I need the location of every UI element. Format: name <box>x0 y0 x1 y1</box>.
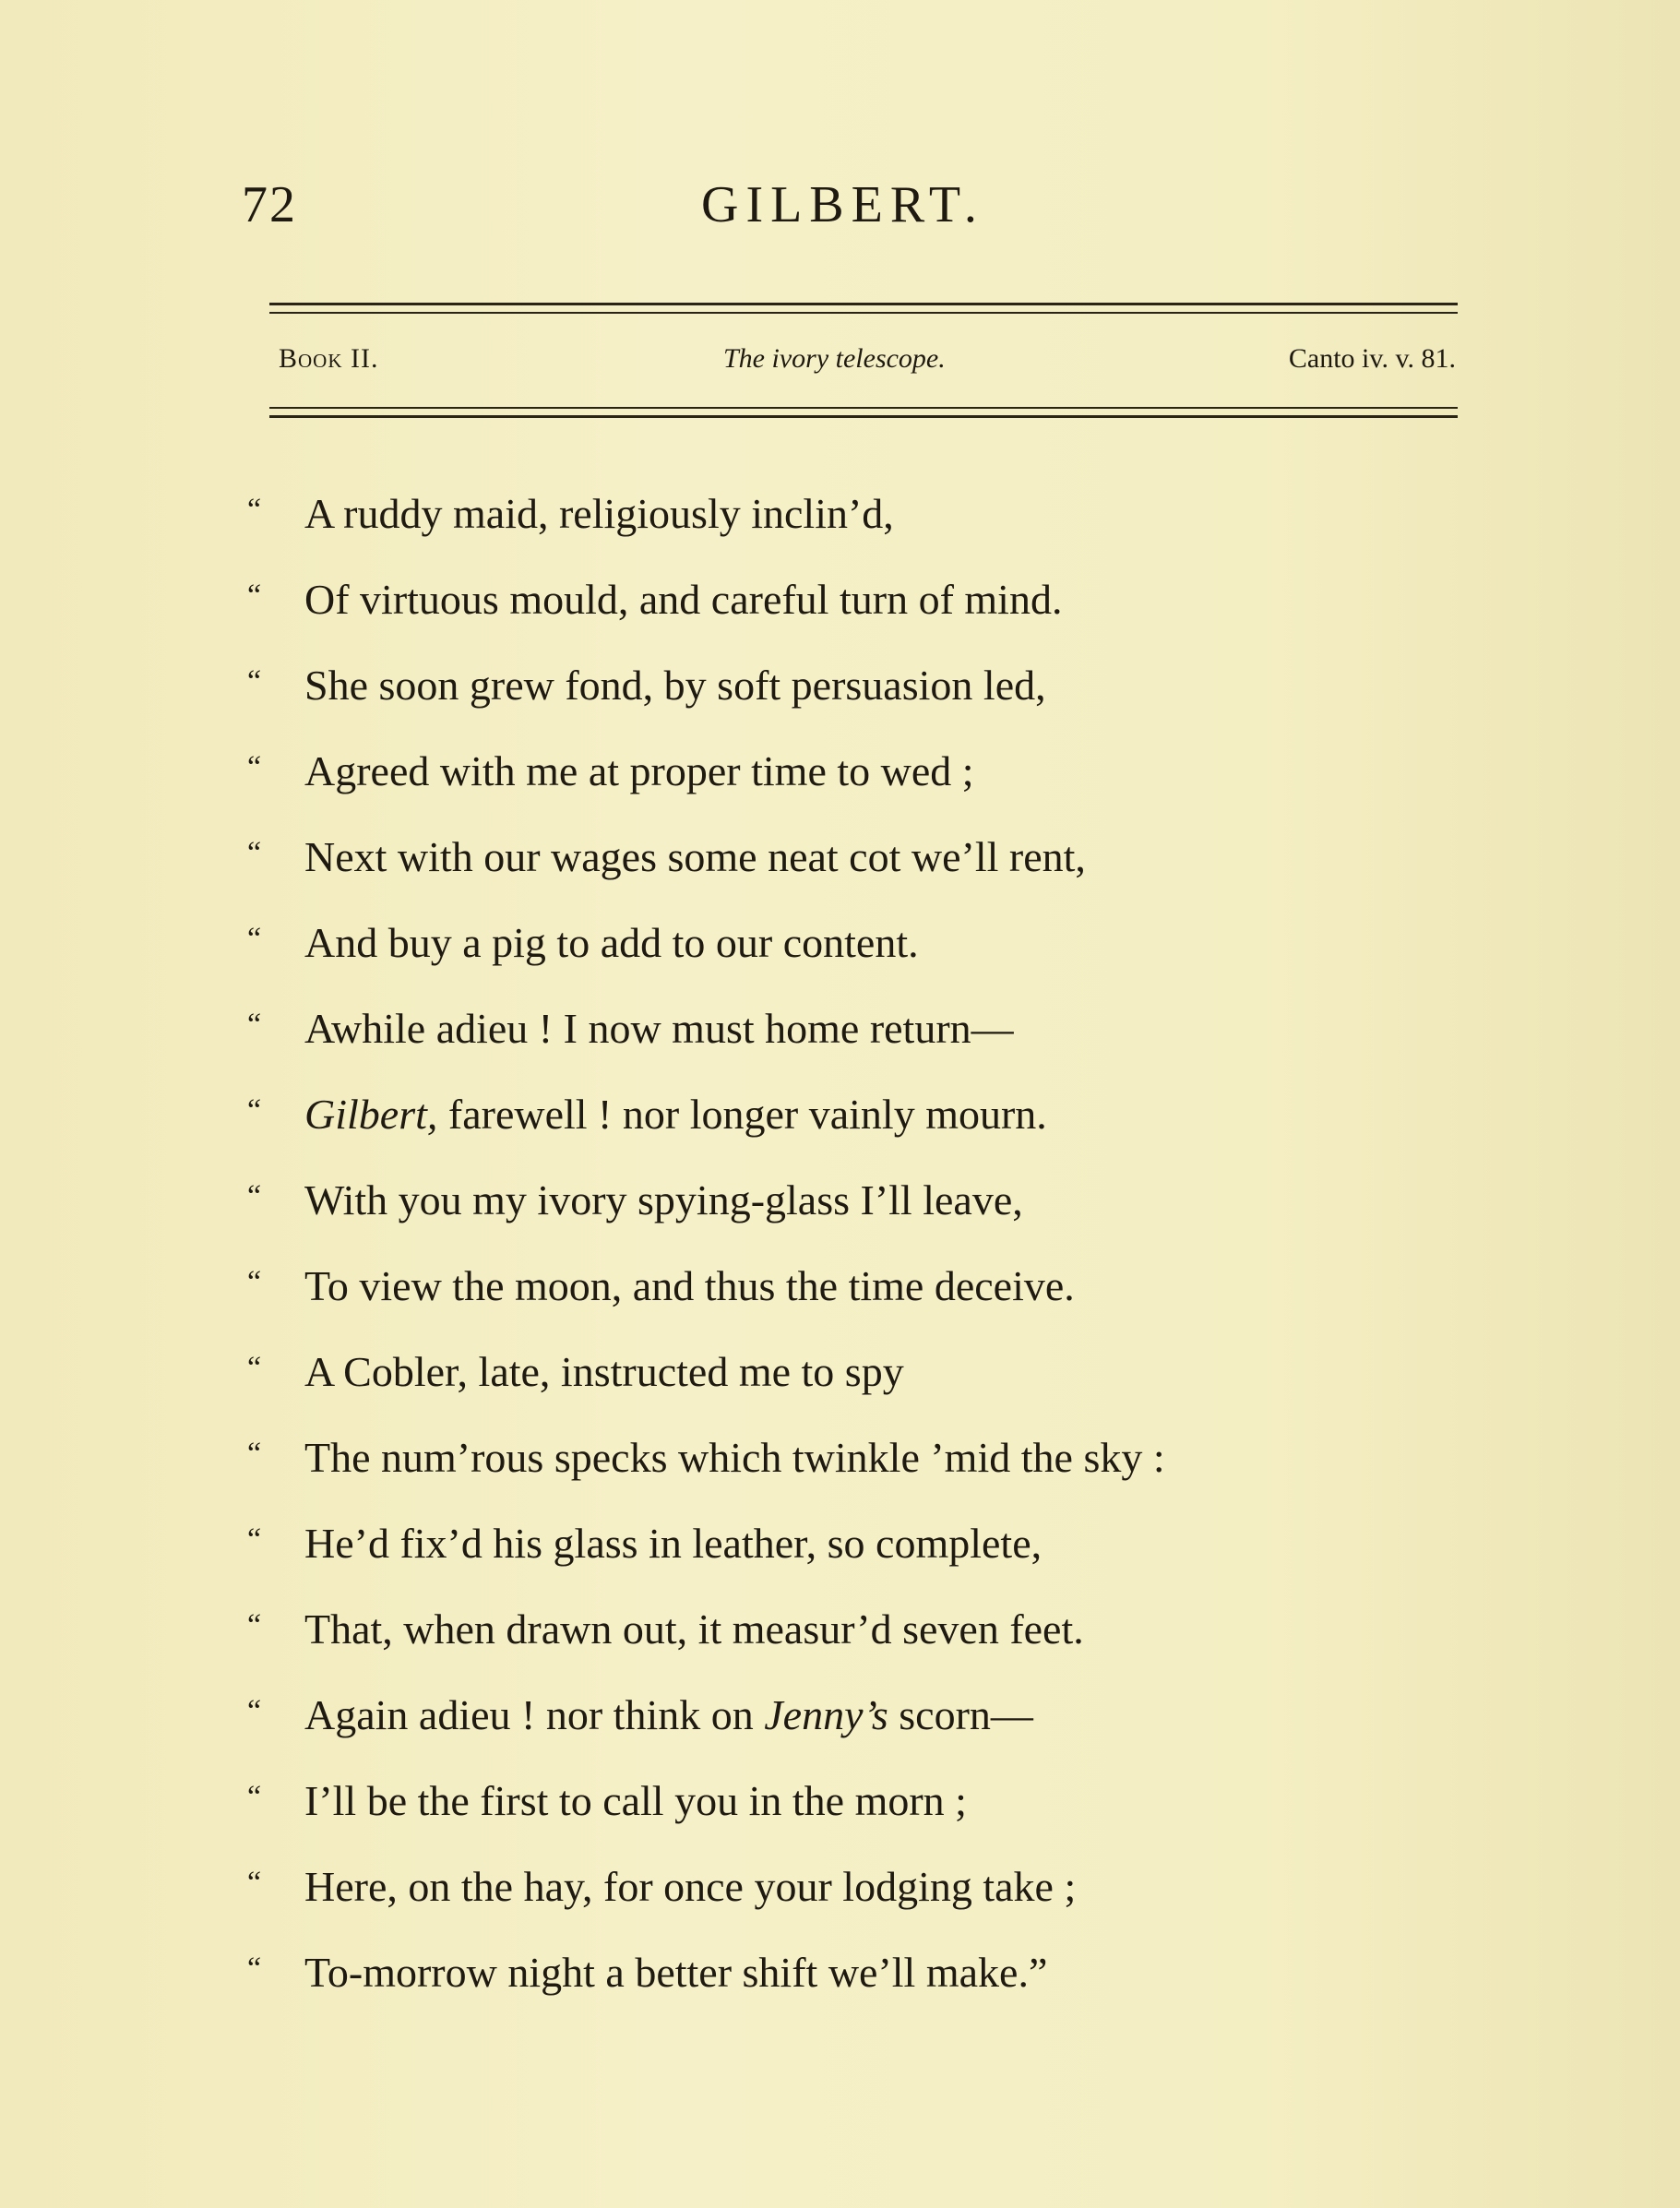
poem-line-text <box>304 1769 967 1833</box>
line-segment: Agreed with me at proper time to wed ; <box>304 747 974 794</box>
canto-label: Canto iv. v. 81. <box>1288 343 1456 374</box>
line-segment: A Cobler, late, instructed me to spy <box>304 1348 904 1395</box>
poem-line <box>247 825 1447 911</box>
opening-quote-mark: “ <box>247 1522 262 1557</box>
opening-quote-mark: “ <box>247 1093 262 1128</box>
poem-line <box>247 1683 1447 1769</box>
poem-line-text <box>304 1683 1033 1748</box>
opening-quote-mark: “ <box>247 1351 262 1385</box>
poem-line <box>247 1597 1447 1683</box>
italic-name: Jenny’s <box>764 1691 888 1738</box>
opening-quote-mark: “ <box>247 836 262 870</box>
line-segment: Here, on the hay, for once your lodging take ; <box>304 1863 1077 1910</box>
poem-line <box>247 1254 1447 1340</box>
line-segment: scorn— <box>888 1691 1033 1738</box>
line-segment: Awhile adieu ! I now must home return— <box>304 1005 1014 1052</box>
poem-line <box>247 739 1447 825</box>
italic-name: Gilbert, <box>304 1091 438 1138</box>
opening-quote-mark: “ <box>247 1866 262 1900</box>
poem-line <box>247 997 1447 1082</box>
line-segment: That, when drawn out, it measur’d seven feet. <box>304 1605 1084 1653</box>
opening-quote-mark: “ <box>247 922 262 956</box>
poem-line-text <box>304 997 1014 1061</box>
opening-quote-mark: “ <box>247 1608 262 1642</box>
poem-line-text <box>304 1340 904 1404</box>
line-segment: He’d fix’d his glass in leather, so complete, <box>304 1520 1043 1567</box>
line-segment: I’ll be the first to call you in the morn ; <box>304 1777 967 1824</box>
running-title: GILBERT. <box>701 176 984 233</box>
opening-quote-mark: “ <box>247 1265 262 1299</box>
section-header <box>279 343 1456 380</box>
poem-line <box>247 1340 1447 1426</box>
header-rule-bottom-thick <box>269 415 1458 418</box>
line-segment: With you my ivory spying-glass I’ll leave, <box>304 1176 1023 1223</box>
poem-line-text <box>304 1168 1023 1233</box>
poem-line <box>247 1855 1447 1940</box>
poem-line-text <box>304 1597 1084 1662</box>
poem-line-text <box>304 1254 1075 1319</box>
book-label: Book II. <box>279 343 379 374</box>
line-segment: Again adieu ! nor think on <box>304 1691 765 1738</box>
poem-line <box>247 653 1447 739</box>
opening-quote-mark: “ <box>247 1179 262 1213</box>
opening-quote-mark: “ <box>247 750 262 784</box>
poem-line-text <box>304 1426 1165 1490</box>
poem-line <box>247 567 1447 653</box>
poem-line-text <box>304 653 1046 718</box>
poem-line <box>247 1082 1447 1168</box>
poem-stanza <box>247 482 1447 2026</box>
line-segment: The num’rous specks which twinkle ’mid the sky : <box>304 1434 1165 1481</box>
poem-line <box>247 482 1447 567</box>
poem-line <box>247 911 1447 997</box>
poem-line-text <box>304 567 1062 632</box>
line-segment: To-morrow night a better shift we’ll make.” <box>304 1949 1048 1996</box>
line-segment: farewell ! nor longer vainly mourn. <box>437 1091 1047 1138</box>
poem-line <box>247 1511 1447 1597</box>
poem-line-text <box>304 482 894 546</box>
poem-line-text <box>304 825 1086 889</box>
line-segment: Of virtuous mould, and careful turn of mind. <box>304 576 1063 623</box>
opening-quote-mark: “ <box>247 1694 262 1728</box>
line-segment: Next with our wages some neat cot we’ll rent, <box>304 833 1086 880</box>
line-segment: A ruddy maid, religiously inclin’d, <box>304 490 894 537</box>
line-segment: She soon grew fond, by soft persuasion led, <box>304 662 1046 709</box>
line-segment: To view the moon, and thus the time deceive. <box>304 1262 1075 1309</box>
page-number: 72 <box>242 176 297 233</box>
opening-quote-mark: “ <box>247 1951 262 1986</box>
poem-line-text <box>304 911 919 975</box>
poem-line <box>247 1940 1447 2026</box>
poem-line-text <box>304 1082 1047 1147</box>
subject-label: The ivory telescope. <box>723 343 946 374</box>
opening-quote-mark: “ <box>247 493 262 527</box>
poem-line-text <box>304 739 974 804</box>
line-segment: And buy a pig to add to our content. <box>304 919 919 966</box>
header-rule-bottom-thin <box>269 407 1458 409</box>
opening-quote-mark: “ <box>247 664 262 698</box>
header-rule-top-thick <box>269 303 1458 305</box>
opening-quote-mark: “ <box>247 1008 262 1042</box>
header-rule-top-thin <box>269 312 1458 314</box>
opening-quote-mark: “ <box>247 579 262 613</box>
poem-line-text <box>304 1511 1042 1576</box>
opening-quote-mark: “ <box>247 1437 262 1471</box>
poem-line-text <box>304 1940 1047 2005</box>
poem-line-text <box>304 1855 1076 1919</box>
poem-line <box>247 1769 1447 1855</box>
poem-line <box>247 1426 1447 1511</box>
opening-quote-mark: “ <box>247 1780 262 1814</box>
poem-line <box>247 1168 1447 1254</box>
